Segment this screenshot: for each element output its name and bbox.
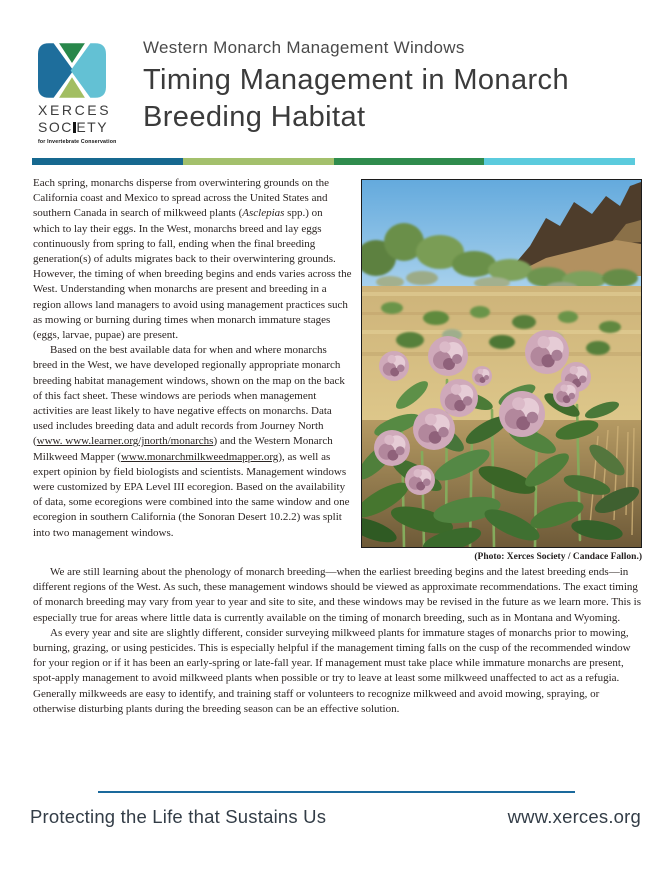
logo-wordmark-xerces: XERCES bbox=[38, 102, 112, 118]
footer-divider bbox=[98, 791, 575, 793]
xerces-logo bbox=[38, 39, 117, 145]
italic-species-name: Asclepias bbox=[242, 207, 285, 220]
paragraph-text: As every year and site are slightly different, consider surveying milkweed plants for immature stages of monarchs prior to mowing, burning, grazing, or using pesticides. This is especially helpful if the management timing falls on the cusp of the recommended window for your region or if it has been an early-spring or late-fall year. If management must take place while immature monarchs are present, spot-apply management to avoid milkweed plants when possible or try to leave at least some milkweed unaffected to act as a refugia. Generally milkweeds are easy to identify, and training staff or volunteers to recognize milkweed and avoid mowing, spraying, or otherwise disturbing plants during the breeding season can be an effective solution. bbox=[33, 626, 631, 715]
paragraph-text: Each spring, monarchs disperse from overwintering grounds on the California coast and Mexico to spread across the United States and southern Canada in search of milkweed plants ( bbox=[33, 177, 330, 220]
paragraph-text: Based on the best available data for when and where monarchs breed in the West, we have developed regionally appropriate monarch breeding habitat management windows, shown on the map on the back of this fact sheet. These windows are periods when management activities are least likely to have negative effects on monarchs. Data used includes breeding data and adult records from Journey North ( bbox=[33, 344, 345, 448]
accent-bar-segment bbox=[334, 158, 485, 165]
logo-wordmark-society bbox=[38, 119, 109, 136]
footer bbox=[30, 806, 641, 828]
link-text[interactable]: www.monarchmilkweedmapper.org bbox=[120, 450, 279, 463]
page-title-line-1: Timing Management in Monarch bbox=[143, 64, 569, 96]
footer-website: www.xerces.org bbox=[507, 806, 641, 827]
xerces-logo-icon bbox=[38, 39, 106, 102]
page-title-line-2: Breeding Habitat bbox=[143, 101, 366, 133]
paragraph-text: ) and the Western Monarch Milkweed Mapper ( bbox=[33, 435, 333, 463]
paragraph-text: spp.) on which to lay their eggs. In the West, monarchs breed and lay eggs continuously from spring to fall, ending when the final breeding generation(s) of adults migrates back to their overwintering grounds. However, the timing of when breeding begins and ends varies across the West. Understanding when monarchs are present and breeding in a region allows land managers to avoid using management practices such as mowing or burning during times when monarch immature stages (eggs, larvae, pupae) are present. bbox=[33, 207, 352, 342]
paragraph-text: ), as well as expert opinion by field biologists and scientists. Management windows were customized by EPA Level III ecoregion. Based on the availability of data, some ecoregions were combined into the same window and one ecoregion in southern California (the Sonoran Desert 10.2.2) was split into two management windows. bbox=[33, 450, 350, 539]
paragraph bbox=[33, 565, 642, 626]
series-kicker: Western Monarch Management Windows bbox=[143, 38, 465, 57]
paragraph bbox=[33, 626, 642, 717]
accent-bar-segment bbox=[32, 158, 183, 165]
logo-society-left: SOC bbox=[38, 119, 73, 135]
logo-tagline: for Invertebrate Conservation bbox=[38, 139, 117, 145]
milkweed-photo-figure bbox=[361, 179, 642, 563]
article-body bbox=[33, 176, 642, 717]
page-title bbox=[143, 62, 569, 136]
accent-bar bbox=[32, 158, 635, 165]
accent-bar-segment bbox=[183, 158, 334, 165]
photo-caption: (Photo: Xerces Society / Candace Fallon.) bbox=[474, 552, 642, 562]
accent-bar-segment bbox=[484, 158, 635, 165]
logo-society-right: ETY bbox=[76, 119, 109, 135]
milkweed-habitat-photo bbox=[361, 179, 642, 548]
paragraph-text: We are still learning about the phenology of monarch breeding—when the earliest breeding begins and the latest breeding ends—in different regions of the West. As such, these management windows should be viewed as approximate recommendations. The exact timing of monarch breeding may vary from year to year and site to site, and these windows may be revised in the future as we learn more. This is especially true for areas where little data is currently available on the timing of monarch breeding, such as in Montana and Wyoming. bbox=[33, 566, 641, 624]
link-text[interactable]: www. www.learner.org/jnorth/monarchs bbox=[36, 435, 214, 448]
footer-tagline: Protecting the Life that Sustains Us bbox=[30, 806, 327, 827]
